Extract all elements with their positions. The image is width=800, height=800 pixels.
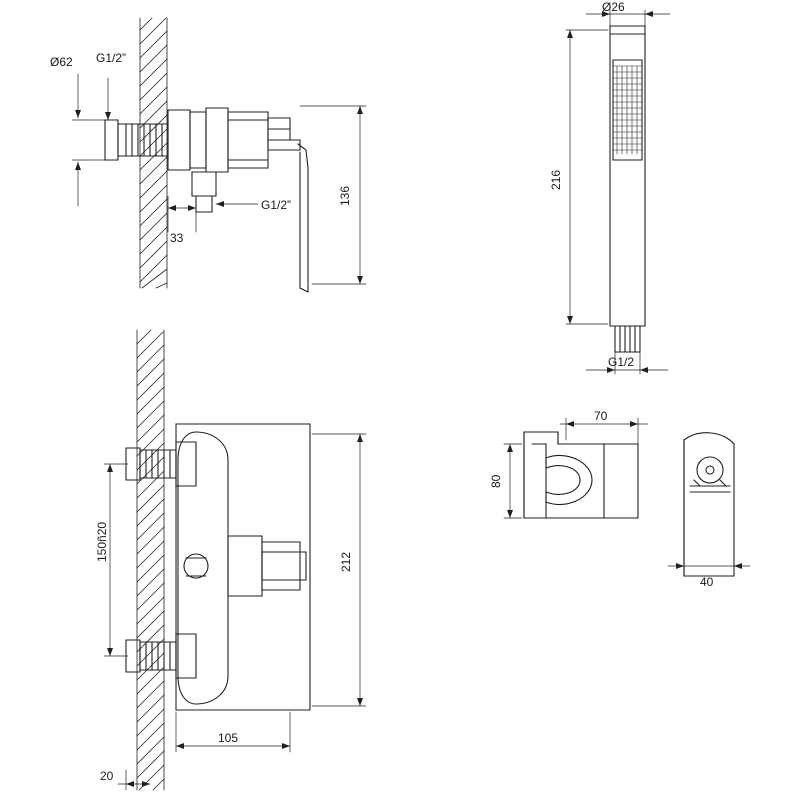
- dim-label-70: 70: [594, 409, 608, 423]
- dim-label-g12-top: G1/2”: [96, 51, 127, 65]
- shower-holder-front: [524, 432, 638, 518]
- dim-label-105: 105: [218, 731, 239, 745]
- dim-label-80: 80: [489, 474, 503, 488]
- dim-label-212: 212: [339, 551, 353, 572]
- dim-label-40: 40: [700, 575, 714, 589]
- dim-label-d62: Ø62: [50, 55, 73, 69]
- dim-label-20: 20: [100, 769, 114, 783]
- dim-label-136: 136: [338, 185, 352, 206]
- hand-shower-body: [610, 26, 645, 352]
- dim-label-33: 33: [170, 231, 184, 245]
- wall-hatch-bottom: [137, 330, 164, 790]
- dim-label-g12-shower: G1/2: [608, 355, 635, 369]
- dim-label-g12-outlet: G1/2”: [261, 198, 292, 212]
- dimensions-top-left: [72, 74, 366, 284]
- shower-holder-side: [684, 433, 734, 576]
- dim-label-216: 216: [549, 169, 563, 190]
- dim-label-d26: Ø26: [602, 0, 625, 14]
- dimensions-bottom-right: [504, 418, 750, 576]
- dim-label-150-20: 150ñ20: [95, 521, 109, 562]
- dimensions-top-right: [566, 10, 670, 374]
